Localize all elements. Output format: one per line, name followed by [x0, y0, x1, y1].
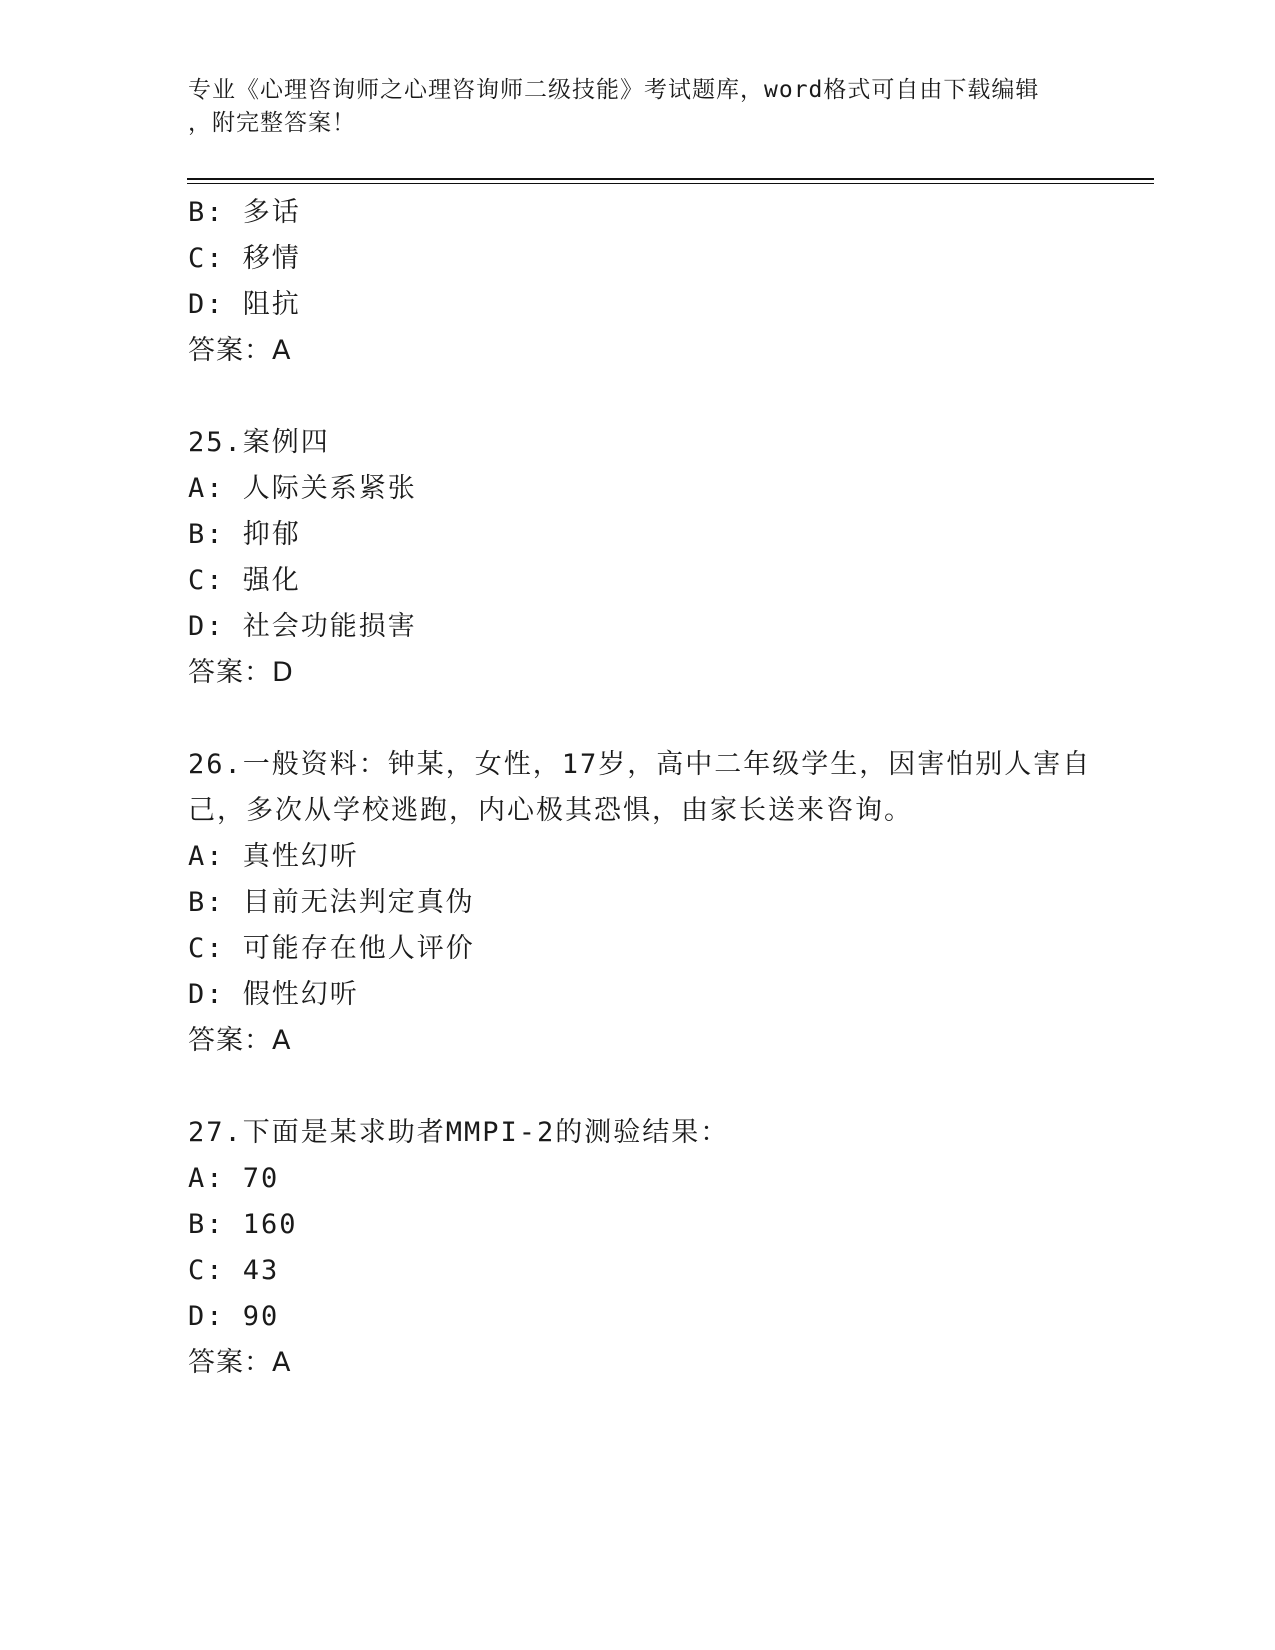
answer-line: 答案：A	[188, 1347, 292, 1378]
spacer	[188, 374, 1148, 420]
header-divider-thin	[187, 183, 1154, 184]
option-a: A: 70	[188, 1163, 280, 1194]
question-stem: 25.案例四	[188, 427, 330, 458]
option-c: C: 可能存在他人评价	[188, 933, 475, 964]
question-stem: 26.一般资料：钟某，女性，17岁，高中二年级学生，因害怕别人害自	[188, 749, 1092, 780]
question-block-26	[188, 742, 1148, 1064]
document-header	[188, 74, 1088, 140]
question-block-25	[188, 420, 1148, 696]
answer-line: 答案：A	[188, 335, 292, 366]
question-stem: 27.下面是某求助者MMPI-2的测验结果：	[188, 1117, 730, 1148]
option-c: C: 强化	[188, 565, 301, 596]
option-b: B: 160	[188, 1209, 298, 1240]
option-b: B: 目前无法判定真伪	[188, 887, 475, 918]
header-line-2: ，附完整答案！	[188, 110, 356, 136]
option-c: C: 43	[188, 1255, 280, 1286]
option-d: D: 社会功能损害	[188, 611, 417, 642]
header-line-1: 专业《心理咨询师之心理咨询师二级技能》考试题库，word格式可自由下载编辑	[188, 77, 1040, 103]
option-c: C: 移情	[188, 243, 301, 274]
option-b: B: 抑郁	[188, 519, 301, 550]
question-stem-continued: 己，多次从学校逃跑，内心极其恐惧，由家长送来咨询。	[188, 795, 913, 826]
answer-line: 答案：A	[188, 1025, 292, 1056]
answer-line: 答案：D	[188, 657, 294, 688]
question-block-prev	[188, 190, 1148, 374]
header-divider-thick	[187, 178, 1154, 180]
option-b: B: 多话	[188, 197, 301, 228]
option-d: D: 假性幻听	[188, 979, 359, 1010]
question-block-27	[188, 1110, 1148, 1386]
spacer	[188, 696, 1148, 742]
option-a: A: 真性幻听	[188, 841, 359, 872]
option-d: D: 90	[188, 1301, 280, 1332]
question-list	[188, 190, 1148, 1386]
spacer	[188, 1064, 1148, 1110]
option-a: A: 人际关系紧张	[188, 473, 417, 504]
option-d: D: 阻抗	[188, 289, 301, 320]
